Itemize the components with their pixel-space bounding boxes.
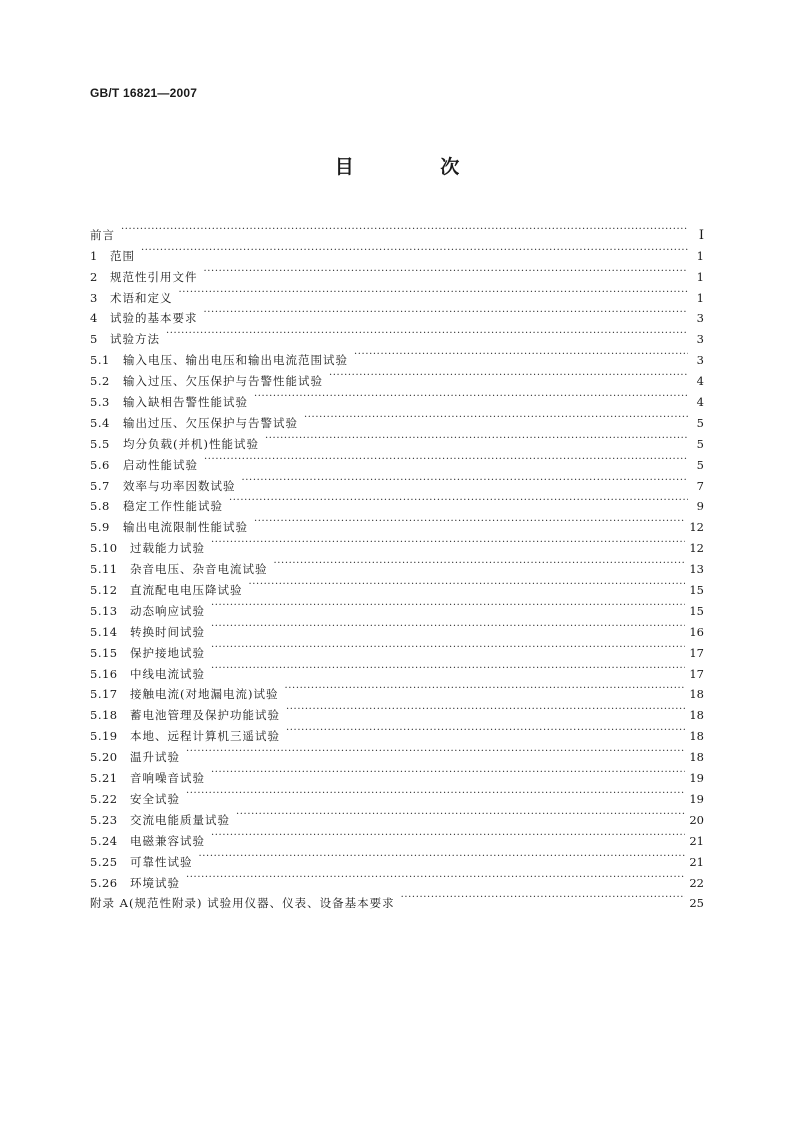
toc-entry-page: Ⅰ <box>698 227 704 243</box>
toc-entry-page: 18 <box>689 750 704 765</box>
toc-entry[interactable] <box>90 218 704 243</box>
toc-entry-page: 15 <box>689 583 704 598</box>
toc-leader-dots <box>141 239 688 260</box>
toc-entry[interactable] <box>90 239 704 263</box>
toc-entry-page: 22 <box>689 875 704 890</box>
toc-leader-dots <box>186 782 685 803</box>
toc-leader-dots <box>254 510 685 531</box>
toc-entry-label: 稳定工作性能试验 <box>123 499 223 514</box>
table-of-contents <box>90 218 704 911</box>
toc-entry-page: 5 <box>696 457 704 472</box>
toc-leader-dots <box>211 657 685 678</box>
toc-leader-dots <box>249 573 686 594</box>
toc-entry-label: 均分负载(并机)性能试验 <box>123 436 259 451</box>
toc-leader-dots <box>211 531 685 552</box>
toc-entry-label: 中线电流试验 <box>130 666 205 681</box>
toc-leader-dots <box>166 322 688 343</box>
toc-entry[interactable] <box>90 260 704 284</box>
toc-entry[interactable] <box>90 322 704 347</box>
toc-leader-dots <box>199 845 686 866</box>
toc-entry-number: 5.7 <box>90 478 110 493</box>
toc-entry-label: 安全试验 <box>130 791 180 806</box>
toc-entry-label: 交流电能质量试验 <box>130 812 230 827</box>
toc-entry-label: 过载能力试验 <box>130 541 205 556</box>
toc-entry-label: 转换时间试验 <box>130 624 205 639</box>
toc-entry-page: 5 <box>696 415 704 430</box>
toc-leader-dots <box>265 427 688 448</box>
toc-entry-page: 18 <box>689 708 704 723</box>
toc-entry-label: 音响噪音试验 <box>130 771 205 786</box>
toc-entry-label: 前言 <box>90 227 115 242</box>
toc-entry-label: 输入电压、输出电压和输出电流范围试验 <box>123 353 348 368</box>
toc-leader-dots <box>274 552 686 573</box>
toc-entry-number: 5.20 <box>90 750 118 765</box>
standard-code: GB/T 16821—2007 <box>90 86 198 100</box>
toc-entry-number: 5.8 <box>90 499 110 514</box>
toc-entry-label: 输入过压、欠压保护与告警性能试验 <box>123 374 323 389</box>
toc-entry-number: 5.2 <box>90 374 110 389</box>
toc-entry-label: 蓄电池管理及保护功能试验 <box>130 708 280 723</box>
toc-leader-dots <box>204 260 689 281</box>
toc-entry-number: 5.26 <box>90 875 118 890</box>
toc-entry-page: 1 <box>696 269 704 284</box>
toc-entry-page: 13 <box>689 562 704 577</box>
toc-entry-number: 5.18 <box>90 708 118 723</box>
toc-entry-page: 19 <box>689 791 704 806</box>
toc-entry-page: 4 <box>696 395 704 410</box>
toc-leader-dots <box>186 740 685 761</box>
toc-entry[interactable] <box>90 302 704 326</box>
toc-entry-label: 术语和定义 <box>110 290 173 305</box>
toc-entry-page: 21 <box>689 833 704 848</box>
toc-leader-dots <box>254 385 688 406</box>
toc-entry-page: 3 <box>696 311 704 326</box>
toc-entry-page: 18 <box>689 687 704 702</box>
toc-entry-number: 2 <box>90 269 98 284</box>
toc-leader-dots <box>354 343 688 364</box>
toc-entry-page: 19 <box>689 771 704 786</box>
toc-entry-number: 5.16 <box>90 666 118 681</box>
toc-entry-page: 5 <box>696 436 704 451</box>
toc-entry-page: 17 <box>689 645 704 660</box>
toc-leader-dots <box>286 698 685 719</box>
toc-entry-page: 12 <box>689 541 704 556</box>
toc-entry-number: 5.23 <box>90 812 118 827</box>
toc-leader-dots <box>401 887 686 908</box>
toc-entry-label: 规范性引用文件 <box>110 269 198 284</box>
toc-entry-page: 4 <box>696 374 704 389</box>
toc-leader-dots <box>211 615 685 636</box>
toc-entry-page: 12 <box>689 520 704 535</box>
toc-entry-number: 5.1 <box>90 353 110 368</box>
toc-entry-label: 输出电流限制性能试验 <box>123 520 248 535</box>
toc-entry-page: 1 <box>696 248 704 263</box>
toc-leader-dots <box>211 594 685 615</box>
toc-entry-number: 3 <box>90 290 98 305</box>
toc-entry-label: 试验的基本要求 <box>110 311 198 326</box>
toc-entry-label: 电磁兼容试验 <box>130 833 205 848</box>
toc-entry-page: 20 <box>689 812 704 827</box>
toc-entry-number: 5.9 <box>90 520 110 535</box>
toc-leader-dots <box>204 448 688 469</box>
toc-entry-number: 5.21 <box>90 771 118 786</box>
toc-entry-label: 本地、远程计算机三遥试验 <box>130 729 280 744</box>
toc-entry-number: 5.12 <box>90 583 118 598</box>
toc-entry-label: 输出过压、欠压保护与告警试验 <box>123 415 298 430</box>
toc-leader-dots <box>284 678 685 699</box>
toc-entry-number: 5.13 <box>90 603 118 618</box>
toc-entry-label: 接触电流(对地漏电流)试验 <box>130 687 279 702</box>
toc-entry-page: 21 <box>689 854 704 869</box>
toc-entry-label: 输入缺相告警性能试验 <box>123 395 248 410</box>
toc-entry-label: 可靠性试验 <box>130 854 193 869</box>
toc-leader-dots <box>121 218 688 239</box>
toc-leader-dots <box>186 866 685 887</box>
toc-entry-label: 保护接地试验 <box>130 645 205 660</box>
toc-entry-number: 5.25 <box>90 854 118 869</box>
toc-entry-page: 1 <box>696 290 704 305</box>
toc-leader-dots <box>211 636 685 657</box>
toc-entry-number: 5.11 <box>90 562 118 577</box>
toc-entry-label: 直流配电电压降试验 <box>130 583 243 598</box>
toc-leader-dots <box>211 761 685 782</box>
toc-entry[interactable] <box>90 281 704 305</box>
toc-entry-page: 7 <box>696 478 704 493</box>
toc-leader-dots <box>204 302 689 323</box>
toc-entry-label: 启动性能试验 <box>123 457 198 472</box>
toc-entry-number: 5.15 <box>90 645 118 660</box>
toc-entry[interactable] <box>90 343 704 368</box>
toc-entry-label: 温升试验 <box>130 750 180 765</box>
toc-leader-dots <box>329 364 688 385</box>
toc-entry-label: 效率与功率因数试验 <box>123 478 236 493</box>
toc-entry-number: 1 <box>90 248 98 263</box>
toc-entry-page: 3 <box>696 332 704 347</box>
toc-entry-number: 5.24 <box>90 833 118 848</box>
toc-leader-dots <box>236 803 685 824</box>
toc-entry-label: 试验方法 <box>110 332 160 347</box>
toc-leader-dots <box>211 824 685 845</box>
toc-entry-number: 5.3 <box>90 395 110 410</box>
toc-entry-number: 5.10 <box>90 541 118 556</box>
toc-entry-label: 范围 <box>110 248 135 263</box>
toc-leader-dots <box>242 469 689 490</box>
toc-entry[interactable] <box>90 887 704 911</box>
toc-entry[interactable] <box>90 803 704 827</box>
toc-entry-number: 5.5 <box>90 436 110 451</box>
toc-entry-page: 18 <box>689 729 704 744</box>
toc-leader-dots <box>304 406 688 427</box>
page-title: 目 次 <box>334 156 500 178</box>
toc-entry-label: 附录 A(规范性附录) 试验用仪器、仪表、设备基本要求 <box>90 896 395 911</box>
toc-entry-label: 环境试验 <box>130 875 180 890</box>
toc-entry-number: 5.4 <box>90 415 110 430</box>
toc-entry-number: 5.14 <box>90 624 118 639</box>
toc-entry-number: 5.6 <box>90 457 110 472</box>
toc-entry-number: 5.17 <box>90 687 118 702</box>
toc-entry-number: 4 <box>90 311 98 326</box>
toc-entry-number: 5.19 <box>90 729 118 744</box>
toc-entry-page: 9 <box>696 499 704 514</box>
toc-leader-dots <box>229 490 688 511</box>
toc-entry-label: 杂音电压、杂音电流试验 <box>130 562 268 577</box>
toc-leader-dots <box>286 719 685 740</box>
toc-entry-number: 5.22 <box>90 791 118 806</box>
toc-entry-page: 15 <box>689 603 704 618</box>
toc-entry-label: 动态响应试验 <box>130 603 205 618</box>
toc-entry-page: 17 <box>689 666 704 681</box>
toc-entry-page: 25 <box>689 896 704 911</box>
toc-entry-number: 5 <box>90 332 98 347</box>
toc-entry-page: 3 <box>696 353 704 368</box>
toc-leader-dots <box>179 281 689 302</box>
toc-entry-page: 16 <box>689 624 704 639</box>
toc-entry[interactable] <box>90 761 704 786</box>
